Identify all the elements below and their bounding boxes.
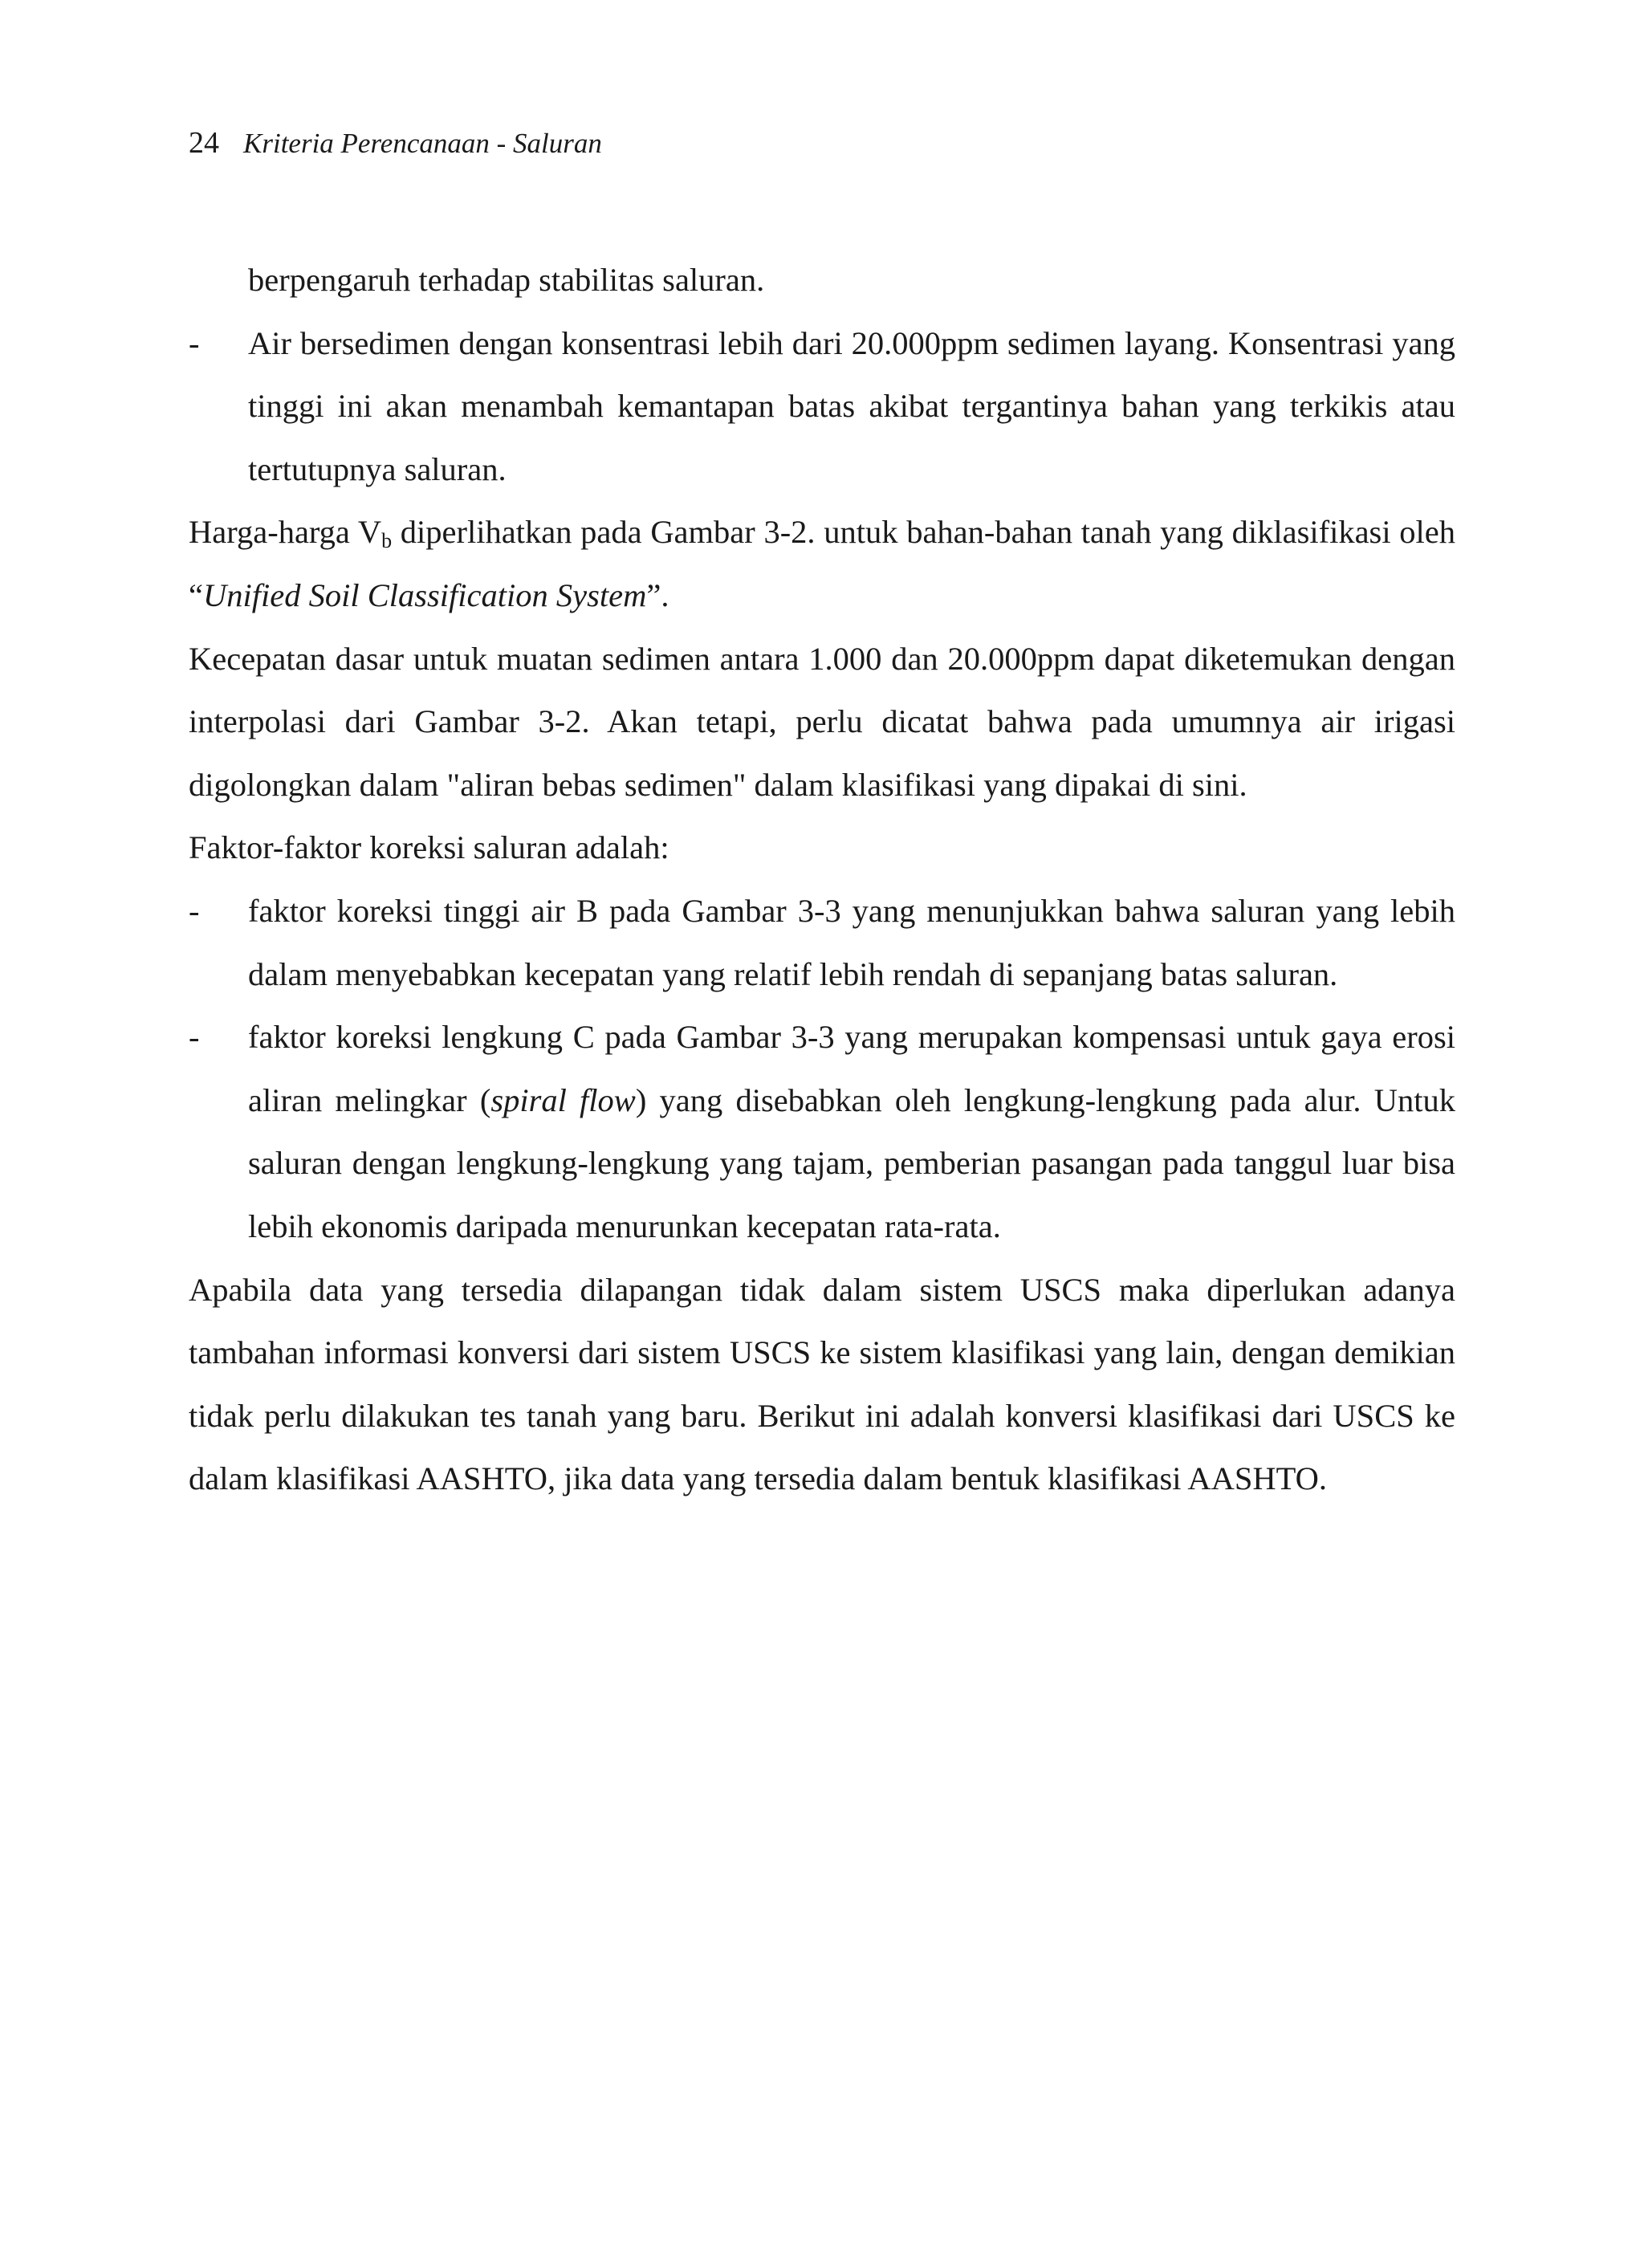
list-item <box>189 312 1455 502</box>
paragraph-apabila: Apabila data yang tersedia dilapangan tidak dalam sistem USCS maka diperlukan adanya tambahan informasi konversi dari sistem USCS ke sistem klasifikasi yang lain, dengan demikian tidak perlu dilakukan tes tanah yang baru. Berikut ini adalah konversi klasifikasi dari USCS ke dalam klasifikasi AASHTO, jika data yang tersedia dalam bentuk klasifikasi AASHTO. <box>189 1271 1455 1497</box>
spiral-flow-term: spiral flow <box>490 1081 636 1118</box>
body-text <box>189 249 1455 1511</box>
bullet-text <box>248 1019 1455 1244</box>
bullet-dash: - <box>189 892 200 929</box>
running-header <box>189 122 602 165</box>
bullet-text-part-1: faktor koreksi lengkung C pada Gambar 3-3 yang merupakan kompensasi untuk gaya erosi aliran melingkar ( <box>248 1019 1455 1118</box>
list-item <box>189 880 1455 1006</box>
paragraph-kecepatan: Kecepatan dasar untuk muatan sedimen antara 1.000 dan 20.000ppm dapat diketemukan dengan interpolasi dari Gambar 3-2. Akan tetapi, perlu dicatat bahwa pada umumnya air irigasi digolongkan dalam "aliran bebas sedimen" dalam klasifikasi yang dipakai di sini. <box>189 640 1455 803</box>
list-item <box>189 1006 1455 1258</box>
bullet-text: faktor koreksi tinggi air B pada Gambar 3-3 yang menunjukkan bahwa saluran yang lebih dalam menyebabkan kecepatan yang relatif lebih rendah di sepanjang batas saluran. <box>248 892 1455 992</box>
continuation-paragraph: berpengaruh terhadap stabilitas saluran. <box>248 262 765 298</box>
bullet-text-part-2: ) yang disebabkan oleh lengkung-lengkung pada alur. Untuk saluran dengan lengkung-lengkung yang tajam, pemberian pasangan pada tanggul luar bisa lebih ekonomis daripada menurunkan kecepatan rata-rata. <box>248 1081 1455 1244</box>
running-title: Kriteria Perencanaan - Saluran <box>243 128 602 159</box>
bullet-text: Air bersedimen dengan konsentrasi lebih dari 20.000ppm sedimen layang. Konsentrasi yang tinggi ini akan menambah kemantapan batas akibat tergantinya bahan yang terkikis atau tertutupnya saluran. <box>248 324 1455 487</box>
uscs-term: Unified Soil Classification System <box>202 576 647 613</box>
bullet-dash: - <box>189 1019 200 1056</box>
paragraph-vb-text-3: ”. <box>646 576 669 613</box>
bullet-dash: - <box>189 324 200 361</box>
vb-subscript: b <box>381 529 393 553</box>
paragraph-vb-text-1: Harga-harga V <box>189 514 382 551</box>
paragraph-vb-text-2: diperlihatkan pada Gambar 3-2. untuk bahan-bahan tanah yang diklasifikasi oleh “ <box>189 514 1455 613</box>
paragraph-faktor: Faktor-faktor koreksi saluran adalah: <box>189 829 669 866</box>
page-number: 24 <box>189 126 219 160</box>
paragraph-vb <box>189 501 1455 627</box>
